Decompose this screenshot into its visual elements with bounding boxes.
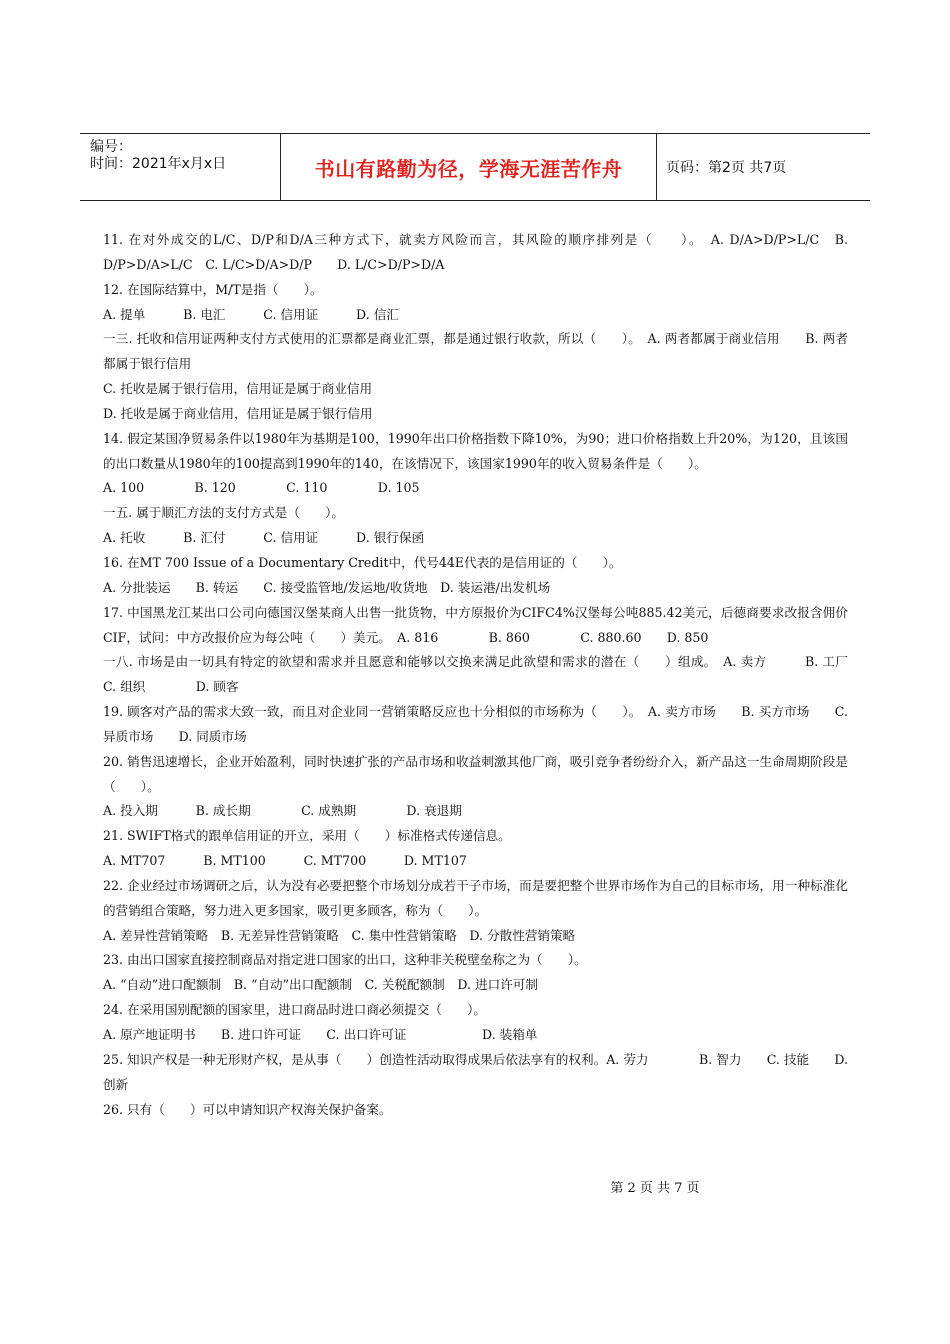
text-line: 25. 知识产权是一种无形财产权，是从事（ ）创造性活动取得成果后依法享有的权利。A. 劳力 B. 智力 C. 技能 D. 创新 <box>103 1051 853 1092</box>
text-line: 一五. 属于顺汇方法的支付方式是（ ）。 <box>103 505 344 521</box>
text-line: 17. 中国黑龙江某出口公司向德国汉堡某商人出售一批货物，中方原报价为CIFC4%汉堡每公吨885.42美元，后德商要求改报含佣价CIF，试问：中方改报价应为每公吨（ ）美元。 A. 816 B. 860 C. 880.60 D. 850 <box>103 604 848 645</box>
text-line: 16. 在MT 700 Issue of a Documentary Credit中，代号44E代表的是信用证的（ ）。 <box>103 554 622 570</box>
text-line: A. 提单 B. 电汇 C. 信用证 D. 信汇 <box>103 306 399 322</box>
text-line: A. 托收 B. 汇付 C. 信用证 D. 银行保函 <box>103 530 425 546</box>
header-page-label: 页码：第2页 共7页 <box>666 160 787 176</box>
text-line: 19. 顾客对产品的需求大致一致，而且对企业同一营销策略反应也十分相似的市场称为（ ）。 A. 卖方市场 B. 买方市场 C. 异质市场 D. 同质市场 <box>103 704 853 744</box>
text-line: 21. SWIFT格式的跟单信用证的开立，采用（ ）标准格式传递信息。 <box>103 828 511 844</box>
footer-page-number: 第 2 页 共 7 页 <box>610 1181 700 1196</box>
text-line: C. 托收是属于银行信用，信用证是属于商业信用 <box>103 381 373 397</box>
header-page-cell <box>656 134 870 200</box>
page-footer <box>0 1177 950 1196</box>
text-line: A. 投入期 B. 成长期 C. 成熟期 D. 衰退期 <box>103 803 462 819</box>
header-motto: 书山有路勤为径，学海无涯苦作舟 <box>314 156 623 181</box>
text-line: 14. 假定某国净贸易条件以1980年为基期是100，1990年出口价格指数下降10%，为90；进口价格指数上升20%，为120，且该国的出口数量从1980年的100提高到1990年的140，在该情况下，该国家1990年的收入贸易条件是（ ）。 <box>103 430 848 471</box>
text-line: A. 原产地证明书 B. 进口许可证 C. 出口许可证 D. 装箱单 <box>103 1027 538 1042</box>
text-line: 22. 企业经过市场调研之后，认为没有必要把整个市场划分成若干子市场，而是要把整个世界市场作为自己的目标市场，用一种标准化的营销组合策略，努力进入更多国家，吸引更多顾客，称为（ ）。 <box>103 877 848 918</box>
text-line: 一三. 托收和信用证两种支付方式使用的汇票都是商业汇票，都是通过银行收款，所以（ ）。 A. 两者都属于商业信用 B. 两者都属于银行信用 <box>103 331 848 372</box>
text-line: A. 分批装运 B. 转运 C. 接受监管地/发运地/收货地 D. 装运港/出发机场 <box>103 579 551 595</box>
text-line: 20. 销售迅速增长，企业开始盈利，同时快速扩张的产品市场和收益刺激其他厂商，吸引竞争者纷纷介入，新产品这一生命周期阶段是（ ）。 <box>103 753 848 794</box>
question-list <box>103 228 886 1122</box>
header-meta <box>80 134 280 200</box>
text-line: A. MT707 B. MT100 C. MT700 D. MT107 <box>103 853 467 869</box>
page-header <box>80 133 870 201</box>
header-motto-cell <box>280 134 657 200</box>
text-line: A. 差异性营销策略 B. 无差异性营销策略 C. 集中性营销策略 D. 分散性营销策略 <box>103 927 576 943</box>
text-line: A. “自动”进口配额制 B. “自动”出口配额制 C. 关税配额制 D. 进口许可制 <box>103 977 538 993</box>
text-line: 23. 由出口国家直接控制商品对指定进口国家的出口，这种非关税壁垒称之为（ ）。 <box>103 952 587 968</box>
text-line: 26. 只有（ ）可以申请知识产权海关保护备案。 <box>103 1101 392 1117</box>
text-line: 一八. 市场是由一切具有特定的欲望和需求并且愿意和能够以交换来满足此欲望和需求的潜在（ ）组成。 A. 卖方 B. 工厂 C. 组织 D. 顾客 <box>103 654 886 695</box>
text-line: A. 100 B. 120 C. 110 D. 105 <box>103 480 420 496</box>
document-number-label: 编号： <box>90 139 132 155</box>
text-line: 24. 在采用国别配额的国家里，进口商品时进口商必须提交（ ）。 <box>103 1002 486 1018</box>
text-line: 11. 在对外成交的L/C、D/P和D/A三种方式下，就卖方风险而言，其风险的顺序排列是（ ）。 A. D/A>D/P>L/C B. D/P>D/A>L/C C. L/C>D/A>D/P D. L/C>D/P>D/A <box>103 232 853 272</box>
document-time-label: 时间：2021年x月x日 <box>90 156 227 172</box>
text-line: D. 托收是属于商业信用，信用证是属于银行信用 <box>103 405 373 421</box>
text-line: 12. 在国际结算中，M/T是指（ ）。 <box>103 281 323 297</box>
